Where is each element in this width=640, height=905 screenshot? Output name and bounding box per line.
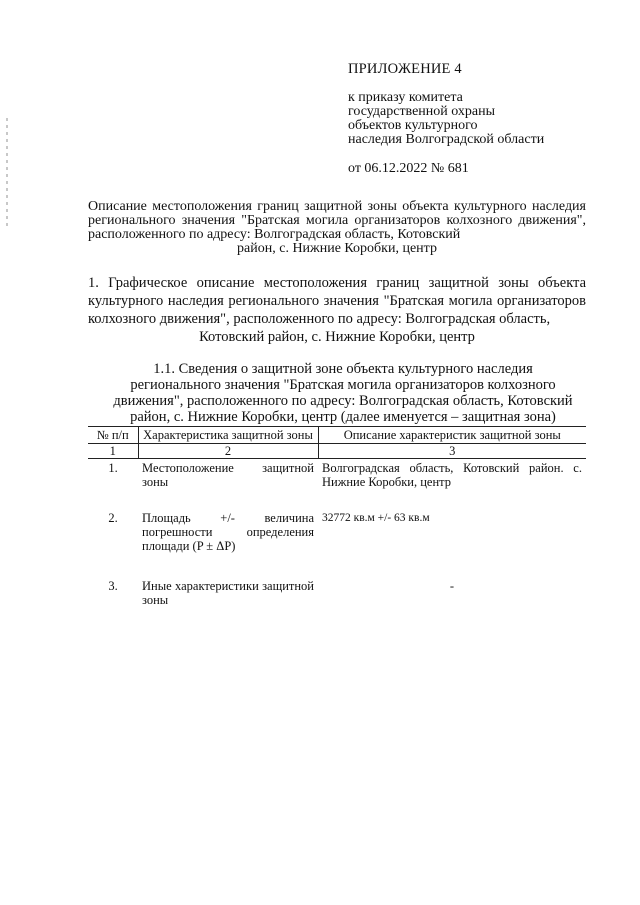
protective-zone-table: [88, 426, 586, 609]
table-column-numbers-row: [88, 444, 586, 459]
appendix-line: объектов культурного: [348, 118, 478, 133]
appendix-line: государственной охраны: [348, 104, 496, 119]
column-number: 1: [88, 444, 138, 459]
header-characteristic: Характеристика защитной зоны: [138, 427, 318, 444]
table-header-row: [88, 427, 586, 444]
appendix-line: к приказу комитета: [348, 90, 463, 105]
appendix-header: [348, 62, 598, 176]
row-value: Волгоградская область, Котовский район. с. Нижние Коробки, центр: [322, 461, 582, 489]
section-1-1-line: регионального значения "Братская могила организаторов колхозного: [130, 377, 556, 393]
column-number: 2: [138, 444, 318, 459]
appendix-line: наследия Волгоградской области: [348, 132, 545, 147]
order-date: от 06.12.2022 № 681: [348, 161, 469, 176]
header-number: № п/п: [88, 427, 138, 444]
table-row: [88, 491, 586, 555]
appendix-heading: ПРИЛОЖЕНИЕ 4: [348, 61, 462, 77]
row-characteristic: Площадь +/- величина погрешности определения площади (P ± ΔP): [142, 511, 314, 553]
section-1: [88, 274, 586, 346]
row-characteristic: Местоположение защитной зоны: [142, 461, 314, 489]
column-number: 3: [318, 444, 586, 459]
scan-margin-mark: [6, 118, 8, 226]
table-row: [88, 459, 586, 492]
description-title-text: Описание местоположения границ защитной зоны объекта культурного наследия регионального значения "Братская могила организаторов колхозного движения", расположенного по адресу: Волгоградская область, Котовский: [88, 199, 586, 242]
row-number: 1.: [108, 461, 118, 475]
description-title-last-line: район, с. Нижние Коробки, центр: [237, 241, 437, 256]
row-number: 3.: [108, 579, 118, 593]
section-1-1: [100, 361, 586, 425]
section-1-1-line: движения", расположенного по адресу: Волгоградская область, Котовский: [113, 393, 573, 409]
section-1-text: 1. Графическое описание местоположения границ защитной зоны объекта культурного наследия регионального значения "Братская могила организаторов колхозного движения", расположенного по адресу: Волгоградская область,: [88, 275, 586, 327]
table-row: [88, 555, 586, 609]
section-1-1-line: район, с. Нижние Коробки, центр (далее именуется – защитная зона): [130, 409, 556, 425]
row-characteristic: Иные характеристики защитной зоны: [142, 579, 314, 607]
description-title: [88, 200, 586, 256]
header-description: Описание характеристик защитной зоны: [318, 427, 586, 444]
section-1-last-line: Котовский район, с. Нижние Коробки, центр: [199, 329, 475, 345]
row-value: 32772 кв.м +/- 63 кв.м: [322, 512, 430, 524]
section-1-1-line: 1.1. Сведения о защитной зоне объекта культурного наследия: [153, 361, 533, 377]
row-number: 2.: [108, 511, 118, 525]
row-value-cell: [318, 555, 586, 609]
row-value: -: [449, 579, 455, 593]
